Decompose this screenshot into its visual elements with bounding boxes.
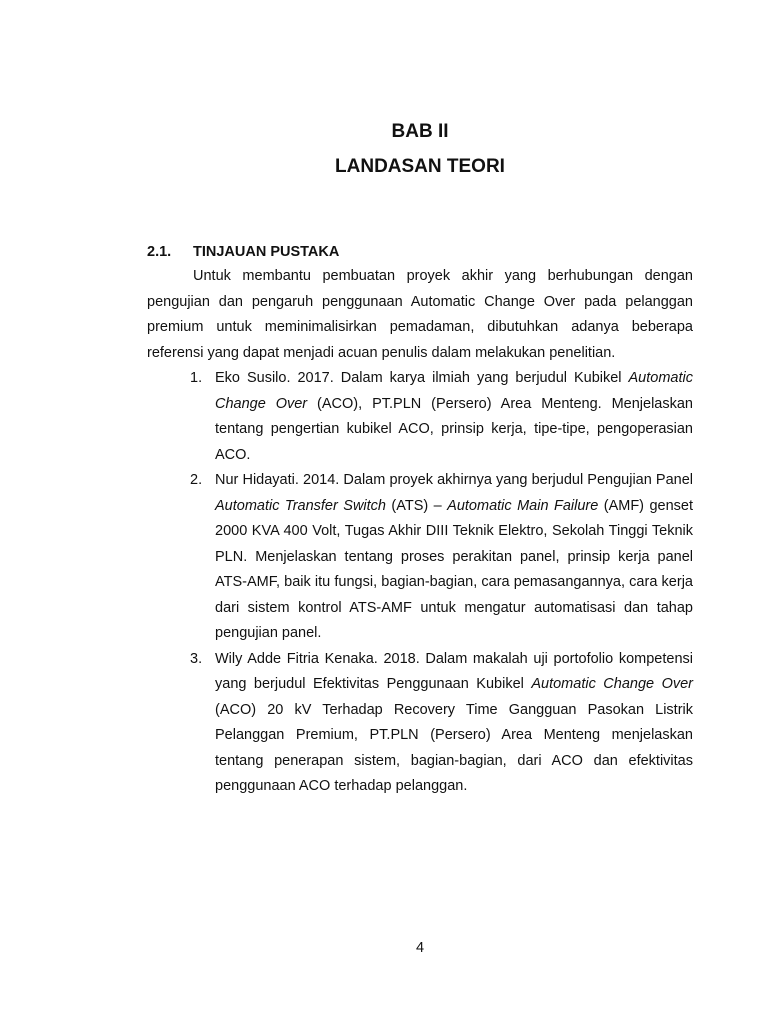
section-heading	[147, 242, 339, 262]
reference-item-3	[147, 647, 693, 800]
reference-italic-term: Automatic Change Over	[531, 676, 693, 692]
page-number: 4	[415, 940, 425, 956]
reference-text: Eko Susilo. 2017. Dalam karya ilmiah yang berjudul Kubikel	[215, 370, 629, 386]
reference-item-2	[147, 468, 693, 647]
reference-italic-term: Automatic Main Failure	[447, 497, 599, 514]
reference-text: Wily Adde Fitria Kenaka. 2018. Dalam makalah uji portofolio kompetensi yang berjudul Efektivitas Penggunaan Kubikel	[215, 650, 693, 692]
reference-number: 2.	[190, 472, 203, 488]
section-title: TINJAUAN PUSTAKA	[193, 244, 340, 260]
reference-text: (ACO) 20 kV Terhadap Recovery Time Gangguan Pasokan Listrik Pelanggan Premium, PT.PLN (Persero) Area Menteng menjelaskan tentang penerapan sistem, bagian-bagian, dari ACO dan efektivitas penggunaan ACO terhadap pelanggan.	[215, 701, 693, 794]
reference-text: (ACO), PT.PLN (Persero) Area Menteng. Menjelaskan tentang pengertian kubikel ACO, prinsip kerja, tipe-tipe, pengoperasian ACO.	[215, 395, 694, 463]
reference-text: (AMF) genset 2000 KVA 400 Volt, Tugas Akhir DIII Teknik Elektro, Sekolah Tinggi Teknik PLN. Menjelaskan tentang proses perakitan panel, prinsip kerja panel ATS-AMF, baik itu fungsi, bagian-bagian, cara pemasangannya, cara kerja dari sistem kontrol ATS-AMF untuk mengatur automatisasi dan tahap pengujian panel.	[215, 497, 693, 641]
chapter-number: BAB II	[391, 121, 449, 142]
reference-italic-term: Automatic Change Over	[215, 370, 693, 412]
reference-italic-term: Automatic Transfer Switch	[215, 497, 386, 514]
reference-text: Nur Hidayati. 2014. Dalam proyek akhirnya yang berjudul Pengujian Panel	[215, 472, 693, 488]
reference-list	[147, 366, 693, 800]
document-body	[147, 264, 693, 800]
reference-number: 3.	[190, 650, 203, 667]
intro-paragraph: Untuk membantu pembuatan proyek akhir yang berhubungan dengan pengujian dan pengaruh penggunaan Automatic Change Over pada pelanggan premium untuk meminimalisirkan pemadaman, dibutuhkan adanya beberapa referensi yang dapat menjadi acuan penulis dalam melakukan penelitian.	[147, 268, 693, 361]
section-number: 2.1.	[147, 244, 172, 260]
reference-text: (ATS) –	[385, 497, 448, 514]
chapter-title: LANDASAN TEORI	[335, 156, 505, 177]
reference-item-1	[147, 366, 693, 468]
reference-number: 1.	[190, 370, 203, 386]
